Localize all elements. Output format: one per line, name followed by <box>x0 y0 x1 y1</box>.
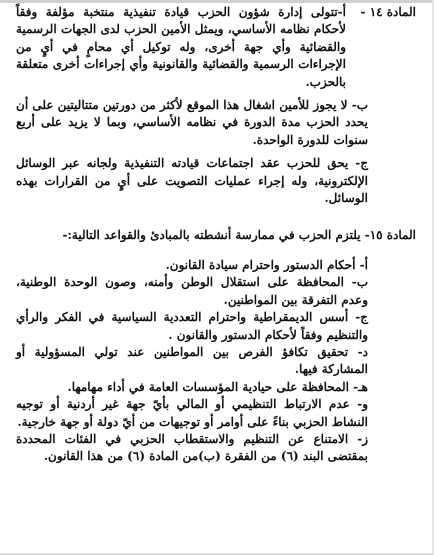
article-15-item-f: و- عدم الارتباط التنظيمي أو المالي بأيّ جهة غير أردنية أو توجيه النشاط الحزبي بناءً على أوامر أو توجيهات من أيّ دولة أو جهة خارجية. <box>16 397 368 429</box>
article-14-paragraph-a: أ-تتولى إدارة شؤون الحزب قيادة تنفيذية منتخبة مؤلفة وفقاً لأحكام نظامه الأساسي، ويمثل الأمين الحزب لدى الجهات الرسمية والقضائية وأي جهة أخرى، وله توكيل أي محامٍ في أيٍ من الإجراءات الرسمية والقضائية والقانونية وأي إجراءات أخرى متعلقة بالحزب. <box>16 5 346 89</box>
article-15-items <box>16 257 416 466</box>
article-15-item-c: ج- أسس الديمقراطية واحترام التعددية السياسية في الفكر والرأي والتنظيم وفقاً لأحكام الدستور والقانون . <box>16 310 368 342</box>
top-divider <box>0 0 434 3</box>
article-14-item-b: ب- لا يجوز للأمين اشغال هذا الموقع لأكثر من دورتين متتاليتين على أن يحدد الحزب مدة الدورة في نظامه الأساسي، وبما لا يزيد على أربع سنوات للدورة الواحدة. <box>16 98 368 147</box>
article-14 <box>16 4 416 91</box>
article-14-item-c: ج- يحق للحزب عقد اجتماعات قيادته التنفيذية ولجانه عبر الوسائل الإلكترونية، وله إجراء عمليات التصويت على أيٍ من القرارات بهذه الوسائل. <box>16 156 368 206</box>
article-15-item-b: ب- المحافظة على استقلال الوطن وأمنه، وصون الوحدة الوطنية، وعدم التفرقة بين المواطنين. <box>16 275 368 307</box>
article-15-item-d: د- تحقيق تكافؤ الفرص بين المواطنين عند تولي المسؤولية أو المشاركة فيها. <box>16 344 368 377</box>
document-text <box>16 4 416 466</box>
article-15-heading: المادة ١٥- يلتزم الحزب في ممارسة أنشطته بالمبادئ والقواعد التالية:- <box>62 228 416 243</box>
article-15-item-e: هـ- المحافظة على حيادية المؤسسات العامة في أداء مهامها. <box>67 379 368 394</box>
article-14-label: المادة ١٤ - <box>360 5 416 19</box>
article-15-item-a: أ- أحكام الدستور واحترام سيادة القانون. <box>165 257 368 272</box>
article-15-item-g: ز- الامتناع عن التنظيم والاستقطاب الحزبي في الفئات المحددة بمقتضى البند (٦) من الفقرة (ب)من المادة (٦) من هذا القانون. <box>16 431 368 464</box>
article-14-items <box>16 97 416 207</box>
